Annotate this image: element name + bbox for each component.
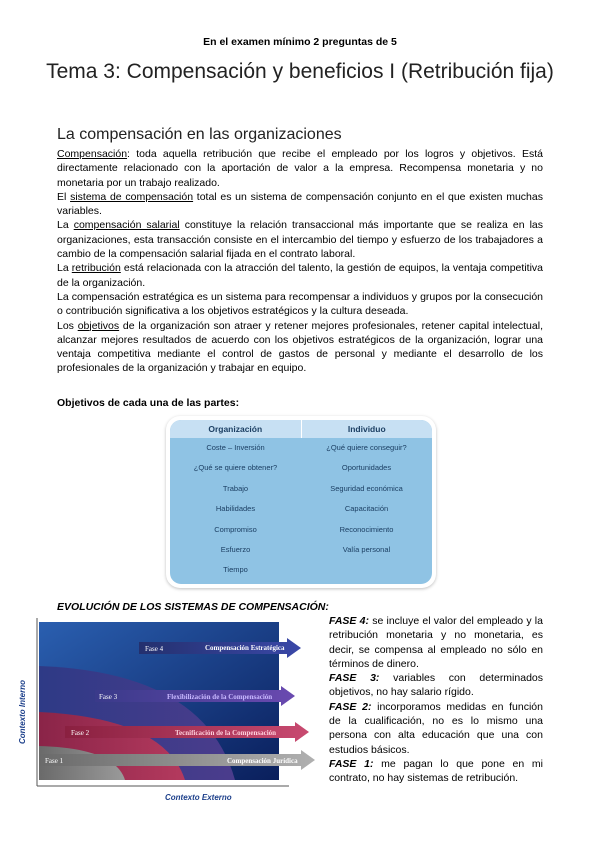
phase1-tag: FASE 1: — [329, 757, 374, 770]
phase2-text: incorporamos medidas en función de la cualificación, no es lo mismo una persona con alta educación que una con estudios básicos. — [329, 700, 543, 756]
phase3-description — [329, 671, 543, 700]
paragraph-text: El — [57, 190, 71, 203]
objectives-table-columns — [170, 438, 432, 581]
phase4-tag: FASE 4: — [329, 615, 369, 627]
phase1-label: Fase 1 — [45, 757, 64, 765]
column-individuo — [301, 438, 432, 581]
exam-note: En el examen mínimo 2 preguntas de 5 — [203, 36, 397, 48]
phase1-name: Compensación Jurídica — [227, 757, 298, 765]
list-item: Tiempo — [223, 565, 248, 575]
paragraph-text: está relacionada con la atracción del talento, la gestión de equipos, la ventaja competitiva de la organización. — [57, 262, 543, 289]
x-axis-label: Contexto Externo — [165, 793, 232, 802]
list-item: Esfuerzo — [220, 544, 251, 554]
paragraph-sistema — [57, 190, 543, 219]
paragraph-text: La — [57, 262, 72, 275]
phase3-name: Flexibilización de la Compensación — [167, 693, 273, 701]
body-text — [57, 147, 543, 376]
paragraph-objetivos — [57, 319, 543, 376]
list-item: ¿Qué quiere conseguir? — [326, 443, 407, 452]
list-item: Reconocimiento — [339, 524, 394, 534]
compensation-evolution-diagram — [15, 614, 320, 814]
phase3-label: Fase 3 — [99, 693, 118, 701]
term-compensacion: Compensación — [57, 148, 128, 160]
phase2-tag: FASE 2: — [329, 700, 372, 713]
phase-descriptions — [329, 614, 543, 786]
list-item: Capacitación — [344, 504, 389, 514]
paragraph-text: de la organización son atraer y retener mejores profesionales, retener capital intelectual, alcanzar mejores resultados de acuerdo con los objetivos estratégicos de la organización, lograr una ventaja competitiva mediante el control de gastos de personal y mediante el desarrollo de los profesionales de la organización y trabajar en equipo. — [57, 319, 543, 375]
list-item: Valía personal — [342, 544, 391, 554]
section-heading: La compensación en las organizaciones — [57, 126, 342, 143]
phase1-text: me pagan lo que pone en mi contrato, no hay sistemas de retribución. — [329, 757, 543, 785]
phase4-label: Fase 4 — [145, 645, 164, 653]
header-organizacion: Organización — [170, 420, 302, 438]
paragraph-text: constituye la relación transaccional más importante que se realiza en las organizaciones, esta transacción consiste en el intercambio del tiempo y esfuerzo de los trabajadores a cambio de la compensación salarial fijada en el contrato laboral. — [57, 219, 543, 261]
phase2-description — [329, 700, 543, 757]
objectives-table-body — [170, 420, 432, 584]
list-item: Trabajo — [222, 483, 249, 493]
column-organizacion — [170, 438, 301, 581]
phase4-name: Compensación Estratégica — [205, 644, 285, 652]
term-salarial: compensación salarial — [73, 219, 180, 232]
list-item: Oportunidades — [341, 463, 392, 473]
objectives-table-header — [170, 420, 432, 438]
term-retribucion: retribución — [71, 262, 121, 275]
y-axis-label: Contexto Interno — [18, 680, 27, 744]
list-item: Compromiso — [214, 524, 257, 534]
phase4-description — [329, 614, 543, 671]
page-title: Tema 3: Compensación y beneficios I (Retribución fija) — [46, 60, 554, 83]
objectives-heading: Objetivos de cada una de las partes: — [57, 397, 240, 409]
paragraph-text: : toda aquella retribución que recibe el empleado por los logros y objetivos. Está directamente relacionado con la aportación de valor a la empresa. Recompensa monetaria y no monetaria por un trabajo realizado. — [57, 148, 543, 189]
phase3-tag: FASE 3: — [329, 672, 380, 685]
paragraph-text: La — [57, 219, 74, 232]
paragraph-compensacion — [57, 147, 543, 190]
list-item: Habilidades — [215, 504, 256, 514]
paragraph-text: total es un sistema de compensación conjunto en el que existen muchas variables. — [57, 190, 543, 218]
term-sistema: sistema de compensación — [70, 190, 194, 203]
list-item: Coste – Inversión — [206, 443, 265, 452]
paragraph-estrategica: La compensación estratégica es un sistema para recompensar a individuos y grupos por la consecución o contribución significativa a los objetivos estratégicos y la cultura deseada. — [57, 290, 543, 318]
header-individuo: Individuo — [347, 424, 386, 434]
paragraph-salarial — [57, 218, 543, 261]
evolution-heading: EVOLUCIÓN DE LOS SISTEMAS DE COMPENSACIÓN: — [57, 601, 329, 613]
term-objetivos: objetivos — [77, 319, 120, 332]
phase1-description — [329, 757, 543, 786]
objectives-table — [166, 416, 436, 588]
paragraph-text: Los — [57, 319, 78, 332]
phase2-name: Tecnificación de la Compensación — [175, 729, 277, 737]
phase4-text: se incluye el valor del empleado y la retribución monetaria y no monetaria, es decir, se compensa al empleado no sólo en términos de dinero. — [329, 615, 543, 670]
list-item: ¿Qué se quiere obtener? — [193, 463, 278, 473]
phase3-text: variables con determinados objetivos, no hay salario rígido. — [329, 672, 543, 699]
phase2-label: Fase 2 — [71, 729, 90, 737]
list-item: Seguridad económica — [330, 483, 403, 493]
paragraph-retribucion — [57, 261, 543, 290]
